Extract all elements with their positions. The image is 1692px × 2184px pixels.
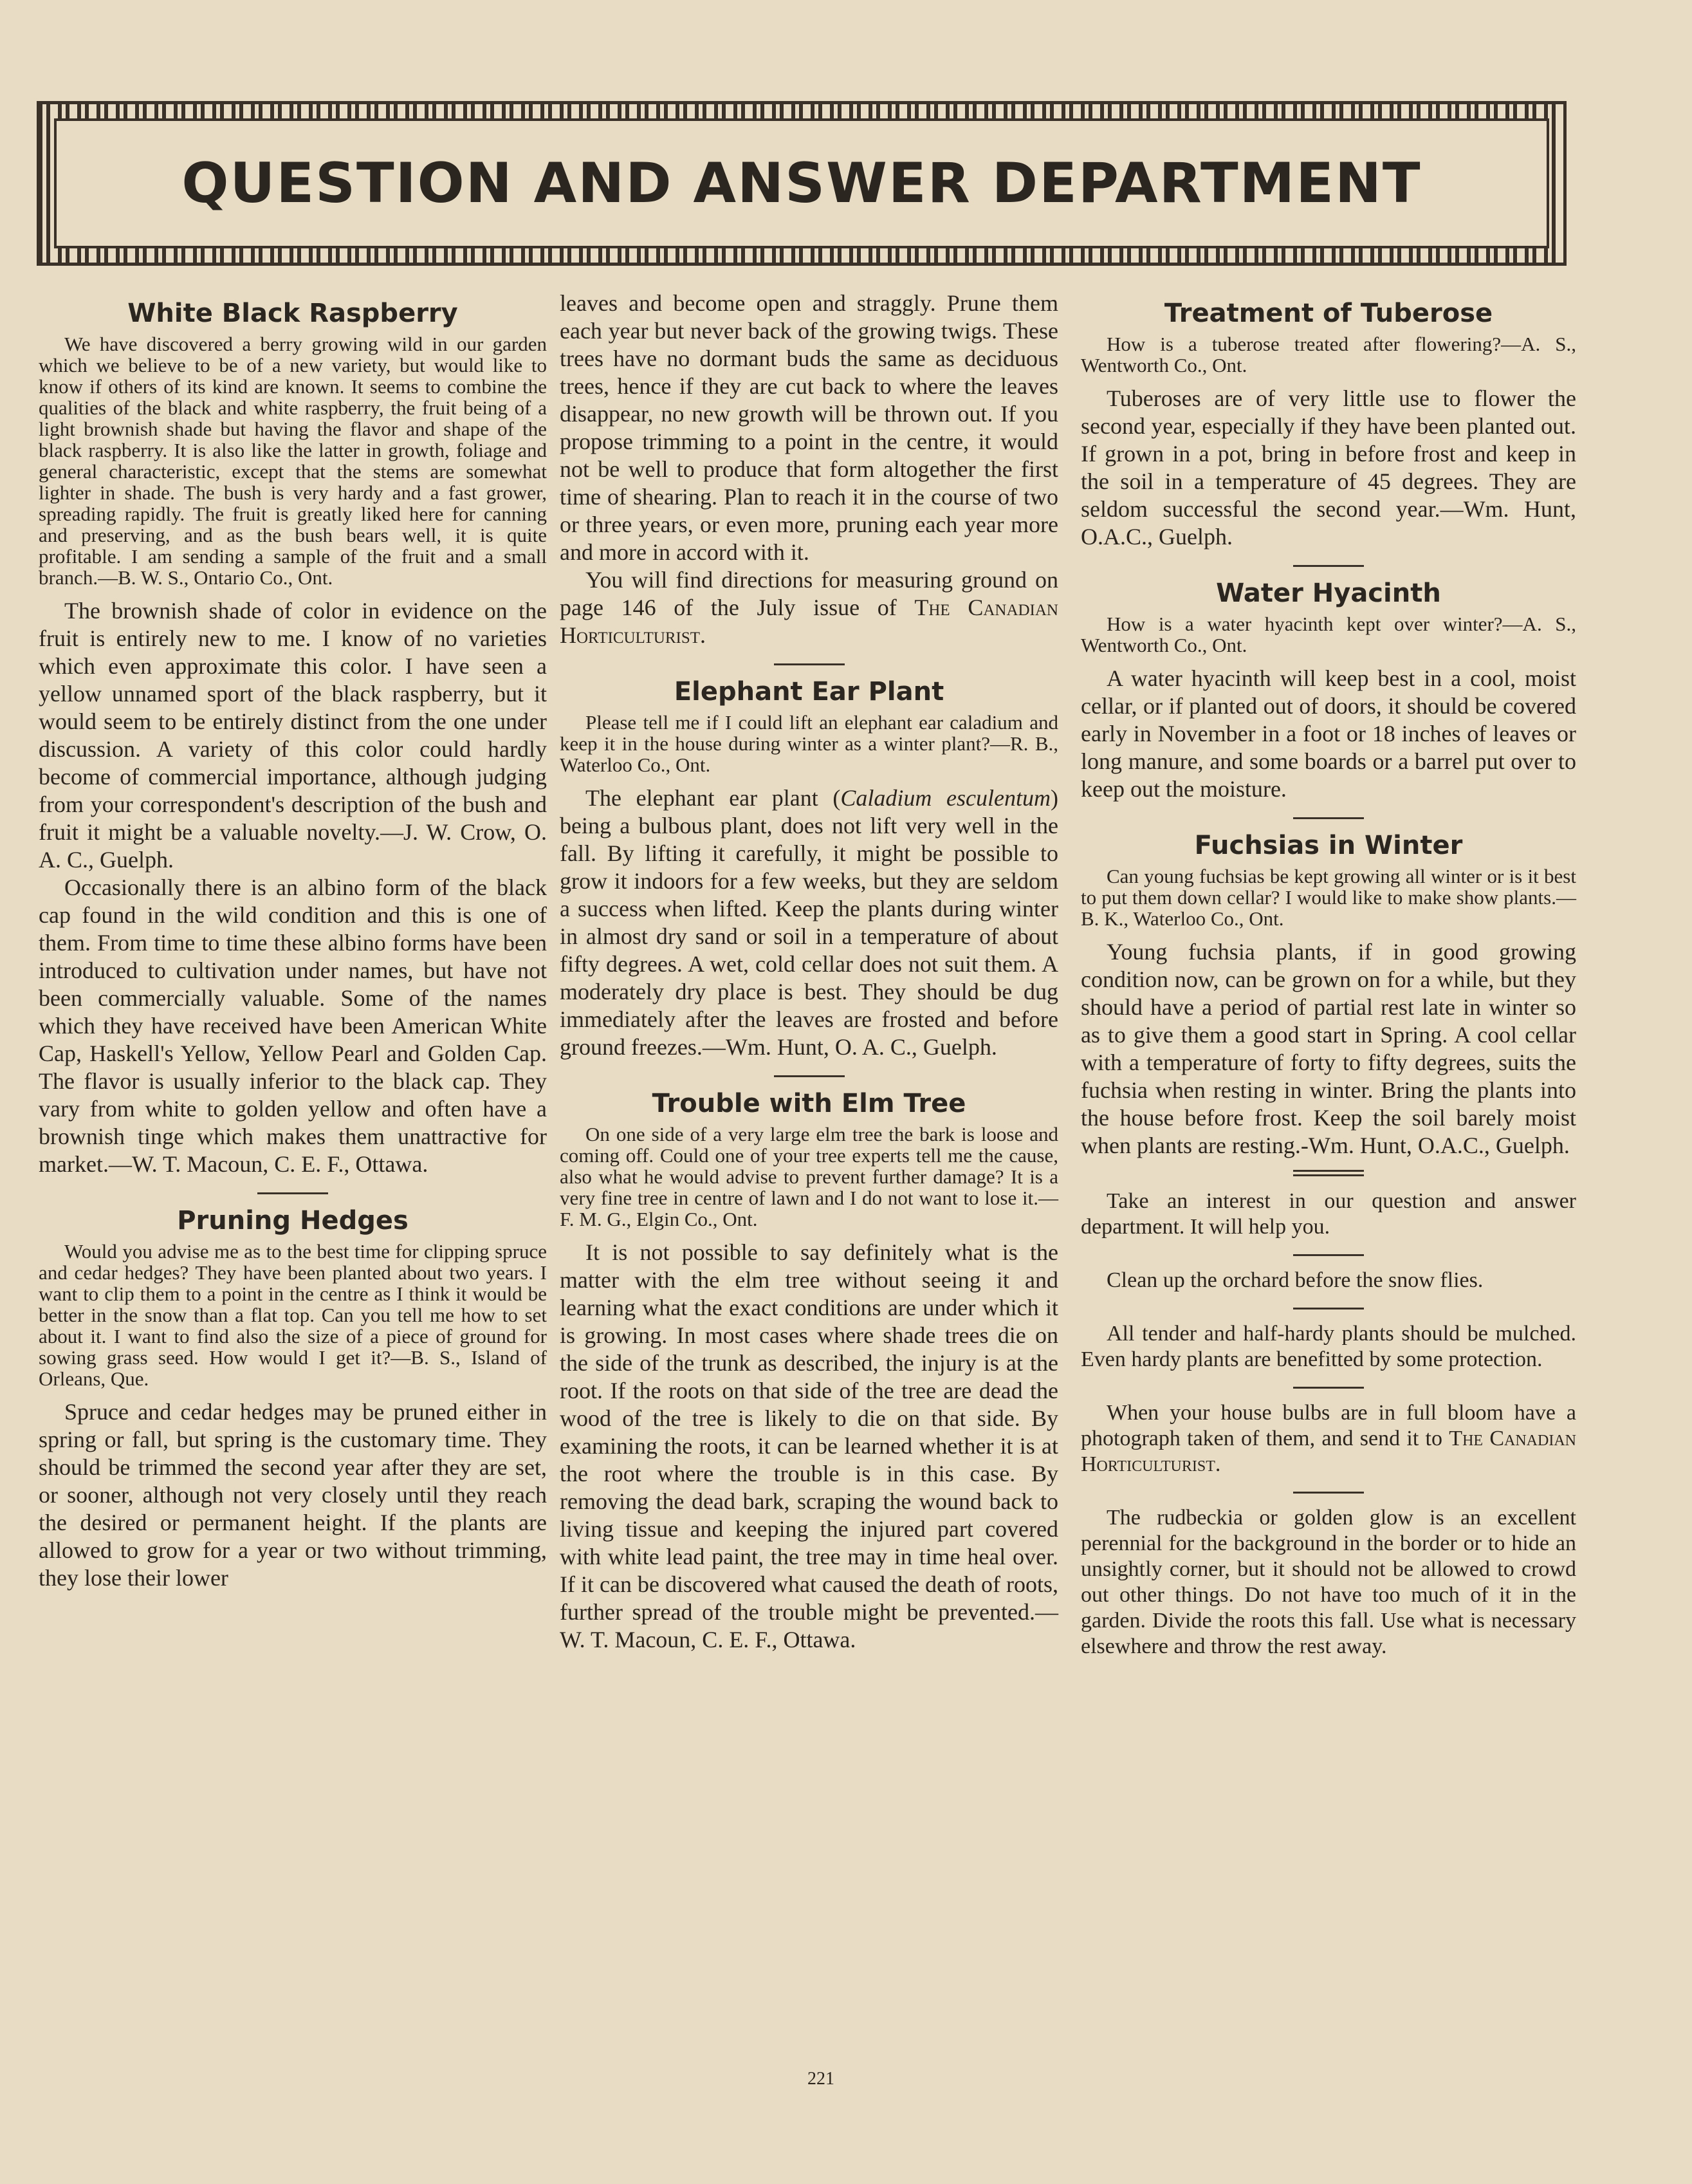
answer-text [560,784,1058,1061]
question-text: Can young fuchsias be kept growing all winter or is it best to put them down cellar? I would like to make show plants.—B. K., Waterloo Co., Ont. [1081,865,1576,930]
column-2 [560,290,1058,1654]
answer-text: Occasionally there is an albino form of the black cap found in the wild condition and this is one of them. From time to time these albino forms have been introduced to cultivation under names, but have not been commercially valuable. Some of the names which they have received have been American White Cap, Haskell's Yellow, Yellow Pearl and Golden Cap. The flavor is usually inferior to the black cap. They vary from white to golden yellow and often have a brownish tinge which makes them unattractive for market.—W. T. Macoun, C. E. F., Ottawa. [39,875,547,1177]
filler-note [1081,1400,1576,1477]
answer-text: leaves and become open and straggly. Prune them each year but never back of the growing twigs. These trees have no dormant buds the same as deciduous trees, hence if they are cut back to where the leaves disappear, no new growth will be thrown out. If you propose trimming to a point in the centre, it would not be well to produce that form altogether the first time of shearing. Plan to reach it in the course of two or three years, or even more, pruning each year more and more in accord with it. [560,290,1058,565]
divider [774,1075,845,1077]
answer-text: Spruce and cedar hedges may be pruned either in spring or fall, but spring is the customary time. They should be trimmed the second year after they are set, or sooner, although not very closely until they reach the desired or permanent height. If the plants are allowed to grow for a year or two without trimming, they lose their lower [39,1399,547,1591]
divider [1293,1492,1364,1494]
divider [1293,817,1364,819]
banner-frame [54,118,1549,248]
header-banner [39,103,1565,264]
article-title: Pruning Hedges [177,1206,409,1235]
question-text: How is a water hyacinth kept over winter?—A. S., Wentworth Co., Ont. [1081,613,1576,656]
article-title: White Black Raspberry [127,299,458,328]
filler-note: All tender and half-hardy plants should be mulched. Even hardy plants are benefitted by some protection. [1081,1322,1576,1371]
answer-text-part: You will find directions for measuring ground on page 146 of the July issue of [560,567,1058,620]
answer-text: Young fuchsia plants, if in good growing condition now, can be grown on for a while, but they should have a period of partial rest late in winter so as to give them a good start in Spring. A cool cellar with a temperature of forty to fifty degrees, suits the fuchsia when resting in winter. Bring the plants into the house before frost. Keep the soil barely moist when plants are resting.-Wm. Hunt, O.A.C., Guelph. [1081,939,1576,1158]
divider [257,1192,328,1194]
question-text: Would you advise me as to the best time for clipping spruce and cedar hedges? They have been planted about two years. I want to clip them to a point in the centre as I think it would be better in the snow than a flat top. Can you tell me how to set about it. I want to find also the size of a piece of ground for sowing grass seed. How would I get it?—B. S., Island of Orleans, Que. [39,1240,547,1390]
article-title: Treatment of Tuberose [1164,299,1493,328]
filler-note: Clean up the orchard before the snow flies. [1107,1268,1484,1292]
question-text: Please tell me if I could lift an elephant ear caladium and keep it in the house during winter as a winter plant?—R. B., Waterloo Co., Ont. [560,711,1058,776]
column-1 [39,290,547,1592]
divider [1293,565,1364,567]
botanical-name: Caladium esculentum [840,785,1051,811]
page-title: QUESTION AND ANSWER DEPARTMENT [181,151,1422,216]
article-title: Elephant Ear Plant [674,677,944,707]
article-title: Water Hyacinth [1216,578,1441,608]
filler-note: The rudbeckia or golden glow is an excellent perennial for the background in the border or to hide an unsightly corner, but it should not be allowed to crowd out other things. Do not have too much of it in the garden. Divide the roots this fall. Use what is necessary elsewhere and throw the rest away. [1081,1506,1576,1658]
publication-name: The Canadian Horticulturist. [560,595,1058,648]
question-text: How is a tuberose treated after flowering?—A. S., Wentworth Co., Ont. [1081,333,1576,376]
question-text: We have discovered a berry growing wild in our garden which we believe to be of a new variety, but would like to know if others of its kind are known. It seems to combine the qualities of the black and white raspberry, the fruit being of a light brownish shade but having the flavor and shape of the black raspberry. It is also like the latter in growth, foliage and general characteristic, except that the stems are somewhat lighter in shade. The bush is very hardy and a fast grower, spreading rapidly. The fruit is greatly liked here for canning and preserving, and as the bush bears well, it is quite profitable. I am sending a sample of the fruit and a small branch.—B. W. S., Ontario Co., Ont. [39,333,547,589]
publication-name: The Canadian Horticulturist. [1081,1427,1576,1476]
article-title: Fuchsias in Winter [1194,831,1463,860]
answer-text-part: The elephant ear plant ( [585,785,841,811]
answer-text: Tuberoses are of very little use to flower the second year, especially if they have been planted out. If grown in a pot, bring in before frost and keep in the soil in a temperature of 45 degrees. They are seldom successful the second year.—Wm. Hunt, O.A.C., Guelph. [1081,385,1576,550]
note-text-part: When your house bulbs are in full bloom have a photograph taken of them, and send it to [1081,1401,1576,1450]
column-3 [1081,290,1576,1660]
filler-note: Take an interest in our question and answer department. It will help you. [1081,1189,1576,1239]
divider [774,663,845,665]
page-number: 221 [807,2069,834,2089]
divider [1293,1254,1364,1256]
divider [1293,1387,1364,1389]
answer-text: The brownish shade of color in evidence on the fruit is entirely new to me. I know of no varieties which even approximate this color. I have seen a yellow unnamed sport of the black raspberry, but it would seem to be entirely distinct from the one under discussion. A variety of this color could hardly become of commercial importance, although judging from your correspondent's description of the bush and fruit it might be a valuable novelty.—J. W. Crow, O. A. C., Guelph. [39,598,547,873]
answer-text [560,566,1058,649]
answer-text-part: ) being a bulbous plant, does not lift very well in the fall. By lifting it carefully, it might be possible to grow it indoors for a few weeks, but they are seldom a success when lifted. Keep the plants during winter in almost dry sand or soil in a temperature of about fifty degrees. A wet, cold cellar does not suit them. A moderately dry place is best. They should be dug immediately after the leaves are frosted and before ground freezes.—Wm. Hunt, O. A. C., Guelph. [560,785,1058,1060]
answer-text: It is not possible to say definitely what is the matter with the elm tree without seeing it and learning what the exact conditions are under which it is growing. In most cases where shade trees die on the side of the trunk as described, the injury is at the root. If the roots on that side of the tree are dead the wood of the tree is likely to die on that side. By examining the roots, it can be learned whether it is at the root where the trouble is in this case. By removing the dead bark, scraping the wound back to living tissue and keeping the injured part covered with white lead paint, the tree may in time heal over. If it can be discovered what caused the death of roots, further spread of the trouble might be prevented.—W. T. Macoun, C. E. F., Ottawa. [560,1239,1058,1652]
double-divider [1293,1170,1364,1172]
divider [1293,1308,1364,1309]
article-title: Trouble with Elm Tree [652,1089,966,1118]
answer-text: A water hyacinth will keep best in a cool, moist cellar, or if planted out of doors, it should be covered early in November in a foot or 18 inches of leaves or long manure, and some boards or a barrel put over to keep out the moisture. [1081,665,1576,802]
question-text: On one side of a very large elm tree the bark is loose and coming off. Could one of your tree experts tell me the cause, also what he would advise to prevent further damage? It is a very fine tree in centre of lawn and I do not want to lose it.—F. M. G., Elgin Co., Ont. [560,1123,1058,1230]
